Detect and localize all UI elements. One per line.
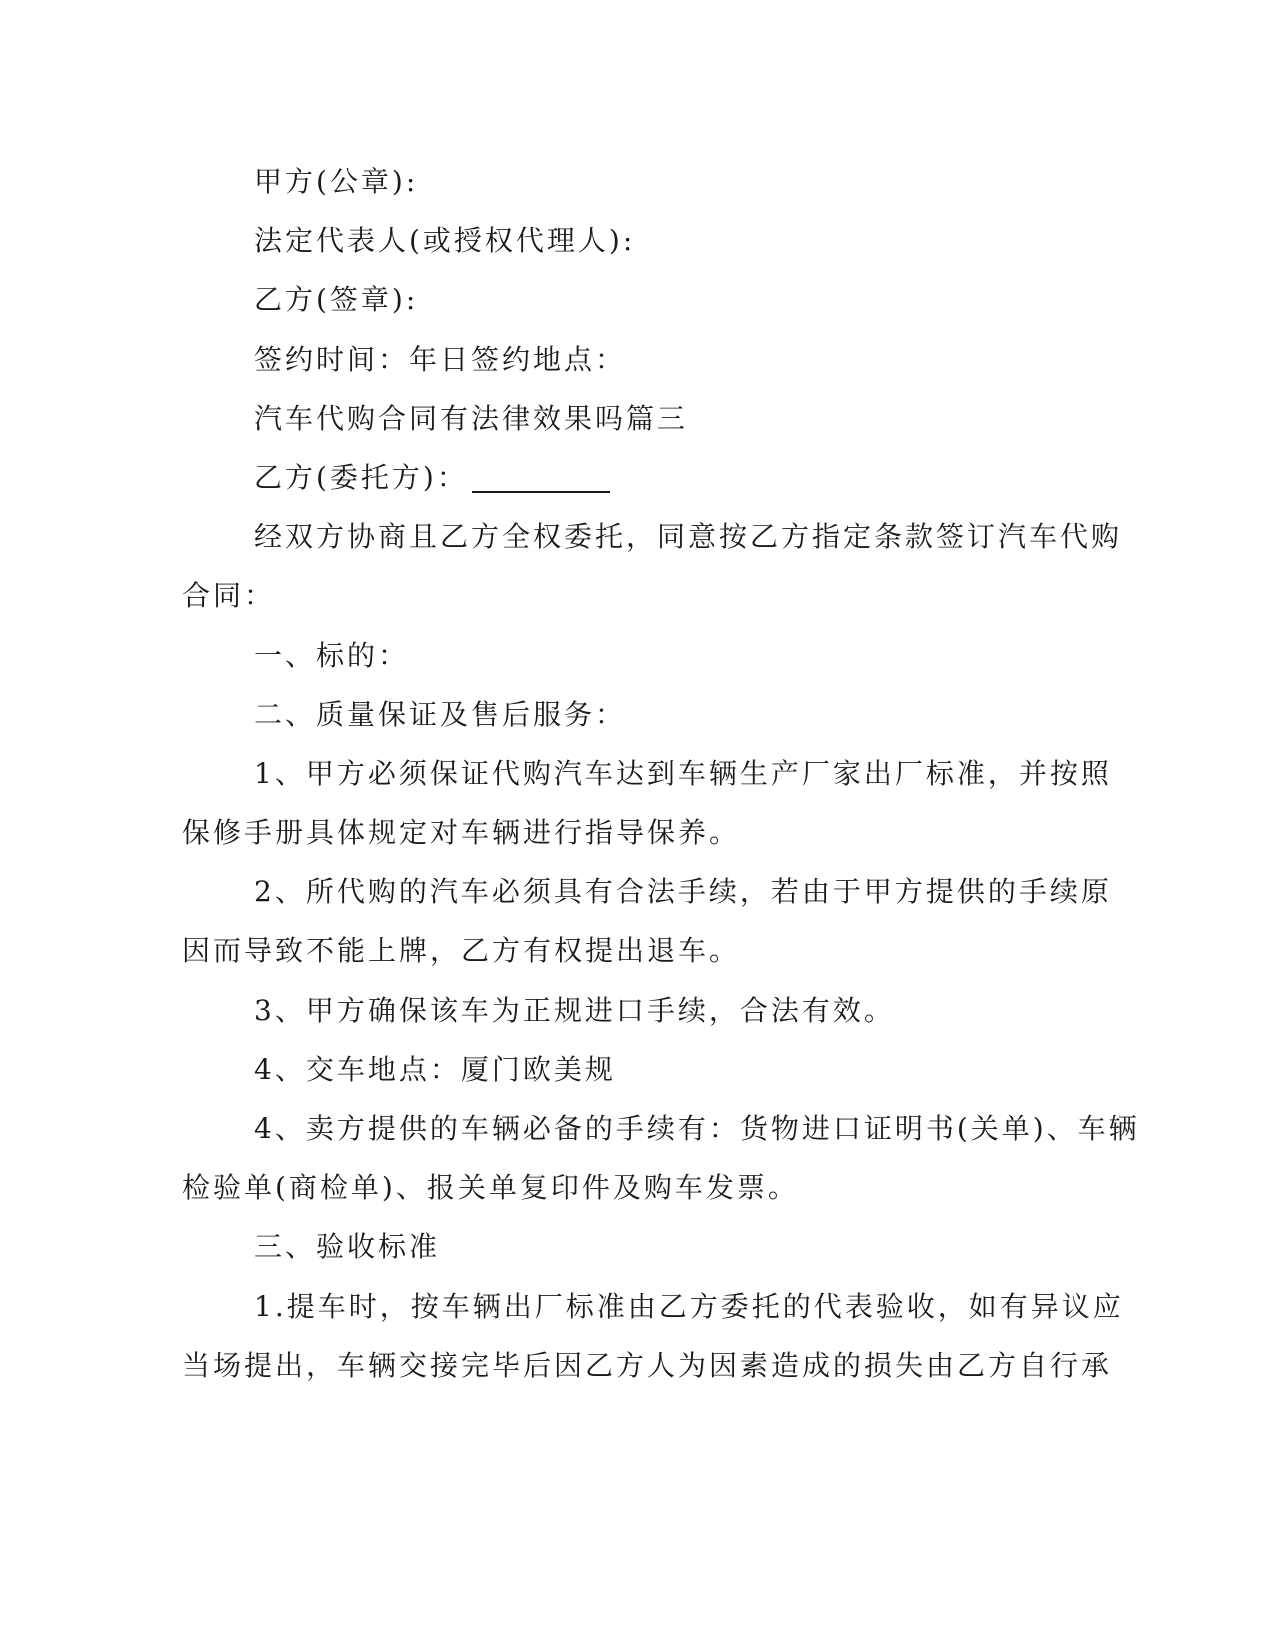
paragraph-text: 因而导致不能上牌，乙方有权提出退车。: [182, 934, 741, 968]
paragraph-line: [182, 1099, 1140, 1158]
paragraph-line: [182, 566, 1042, 625]
clause-heading: [182, 685, 1042, 744]
paragraph-text: 经双方协商且乙方全权委托，同意按乙方指定条款签订汽车代购: [254, 520, 1123, 554]
fill-in-blank: [472, 463, 610, 493]
party-b-signature-line: [182, 270, 1042, 329]
clause-title: 二、质量保证及售后服务：: [254, 697, 627, 731]
paragraph-line: [182, 1158, 1042, 1217]
paragraph-text: 保修手册具体规定对车辆进行指导保养。: [182, 816, 741, 850]
paragraph-line: [182, 921, 1042, 980]
paragraph-text: 2、所代购的汽车必须具有合法手续，若由于甲方提供的手续原: [254, 875, 1112, 909]
clause-heading: [182, 626, 1042, 685]
paragraph-text: 甲方(公章):: [254, 165, 419, 198]
paragraph-text: 3、甲方确保该车为正规进口手续，合法有效。: [254, 993, 895, 1027]
paragraph-text: 乙方(委托方)：: [254, 460, 468, 494]
paragraph-text: 1.提车时，按车辆出厂标准由乙方委托的代表验收，如有异议应: [254, 1289, 1124, 1323]
paragraph-text: 4、交车地点：厦门欧美规: [254, 1052, 616, 1086]
paragraph-text: 签约时间：年日签约地点：: [254, 342, 627, 376]
party-b-principal-line: [182, 448, 1042, 507]
paragraph-line: [182, 981, 1042, 1040]
paragraph-line: [182, 507, 1123, 566]
signing-time-place-line: [182, 330, 1042, 389]
clause-title: 一、标的：: [254, 638, 410, 672]
paragraph-line: [182, 862, 1112, 921]
clause-heading: [182, 1217, 1042, 1276]
paragraph-line: [182, 1040, 1042, 1099]
section-title: 汽车代购合同有法律效果吗篇三: [254, 401, 689, 435]
paragraph-line: [182, 1277, 1124, 1336]
clause-title: 三、验收标准: [254, 1230, 441, 1264]
paragraph-line: [182, 803, 1042, 862]
paragraph-text: 乙方(签章):: [254, 283, 419, 317]
legal-representative-line: [182, 211, 1042, 270]
paragraph-text: 4、卖方提供的车辆必备的手续有：货物进口证明书(关单)、车辆: [254, 1112, 1140, 1145]
party-a-seal-line: [182, 152, 1042, 211]
paragraph-line: [182, 744, 1112, 803]
paragraph-text: 当场提出，车辆交接完毕后因乙方人为因素造成的损失由乙方自行承: [182, 1348, 1113, 1382]
paragraph-text: 检验单(商检单)、报关单复印件及购车发票。: [182, 1171, 799, 1205]
section-heading: [182, 389, 1042, 448]
paragraph-text: 1、甲方必须保证代购汽车达到车辆生产厂家出厂标准，并按照: [254, 756, 1112, 790]
paragraph-line: [182, 1336, 1113, 1395]
paragraph-text: 法定代表人(或授权代理人):: [254, 224, 636, 258]
paragraph-text: 合同：: [182, 579, 276, 613]
document-body: [182, 152, 1140, 1395]
